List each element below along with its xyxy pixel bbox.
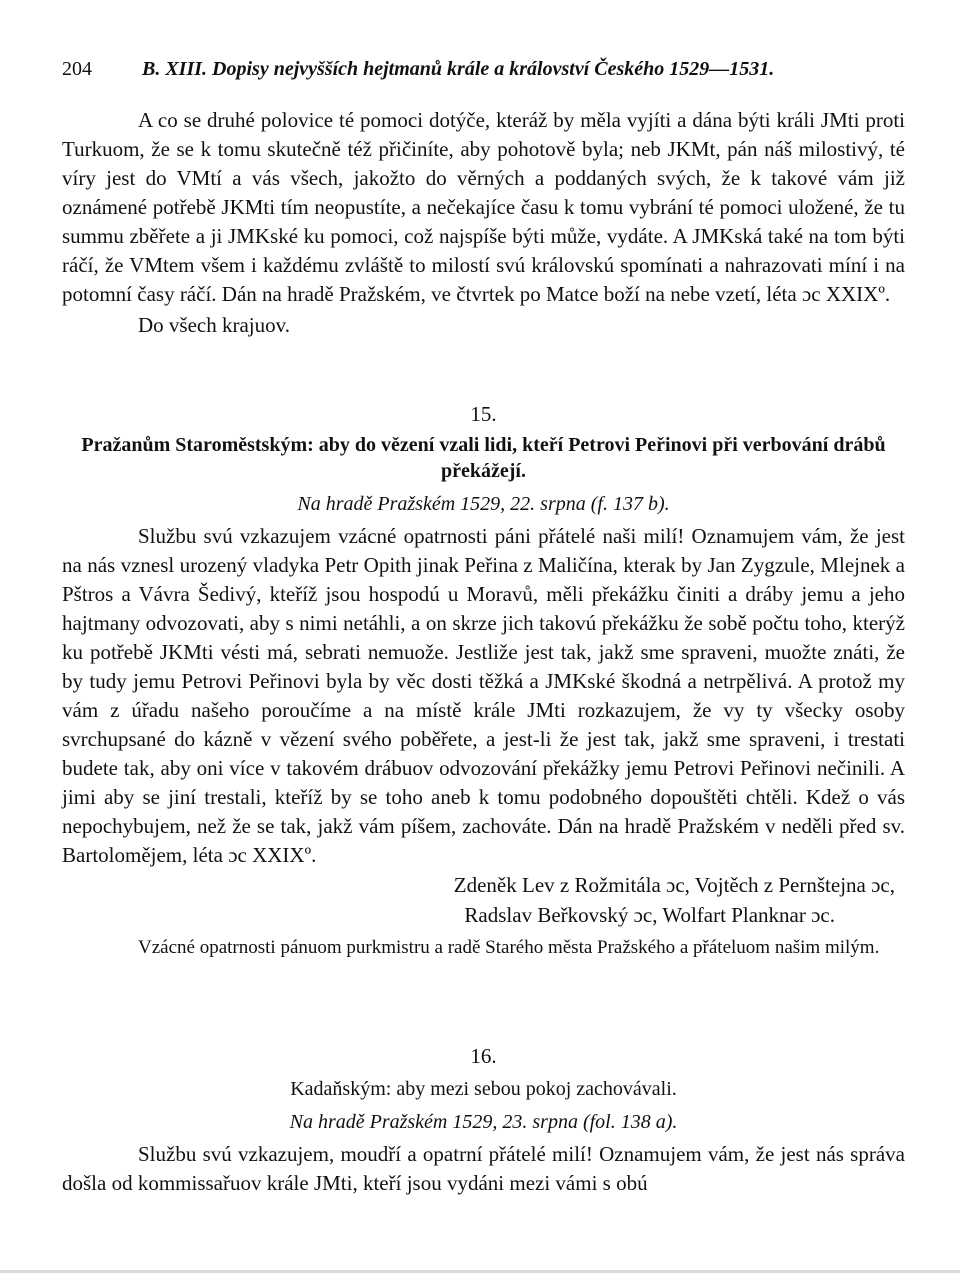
page-bottom-edge xyxy=(0,1270,960,1273)
letter-15-number: 15. xyxy=(470,402,497,426)
letter-16-paragraph: Službu svú vzkazujem, moudří a opatrní přátelé milí! Oznamujem vám, že jest nás správa došla od kommissařuov krále JMti, kteří jsou vydáni mezi vámi s obú xyxy=(62,1142,905,1195)
letter-15 xyxy=(62,400,905,961)
letter-15-paragraph: Službu svú vzkazujem vzácné opatrnosti páni přátelé naši milí! Oznamujem vám, že jest na nás vznesl urozený vladyka Petr Opith jinak Peřina z Maličína, kterak by Jan Zygzule, Mlejnek a Pštros a Vávra Šedivý, kteříž jsou hospodú u Moravů, měli překážku činiti a drábу jemu a jeho hajtmany odvozovati, aby s nimi netáhli, a on skrze jich takovú překážku že sobě počtu toho, kterýž ku potřebě JKMti vésti má, sebrati nemuože. Jestliže jest tak, jakž sme spraveni, muožte znáti, že by tudy jemu Petrovi Peřinovi byla by věc dosti těžká a JMKské škodná a netrpělivá. A protož my vám z úřadu našeho poroučíme a na místě krále JMti rozkazujem, že vy ty všecky osoby svrchupsané do kázně v vězení svého poběřete, a jest-li že jest tak, jakž sme spraveni, i trestati budete tak, aby oni více v takovém drábuov odvozování překážky jemu Petrovi Peřinovi nečinili. A jimi aby se jiní trestali, kteříž by se toho aneb k tomu podobného dopouštěti chtěli. Kdež o vás nepochybujem, než že se tak, jakž vám píšem, zachováte. Dán na hradě Pražském v neděli před sv. Bartolomějem, léta ɔc XXIXº. xyxy=(62,524,905,867)
letter-15-signature-2: Radslav Beřkovský ɔc, Wolfart Planknar ɔc. xyxy=(464,903,835,927)
running-title: B. XIII. Dopisy nejvyšších hejtmanů krále a království Českého 1529—1531. xyxy=(142,58,775,80)
letter-16-dateline: Na hradě Pražském 1529, 23. srpna (fol. 138 a). xyxy=(289,1111,678,1133)
page-number: 204 xyxy=(62,58,92,80)
letter-15-dateline: Na hradě Pražském 1529, 22. srpna (f. 137 b). xyxy=(297,493,670,515)
letter-16-number: 16. xyxy=(470,1044,497,1068)
letter-16 xyxy=(62,1042,905,1198)
continued-paragraph: A co se druhé polovice té pomoci dotýče, kteráž by měla vyjíti a dána býti králi JMti proti Turkuom, že se k tomu skutečně též přičiníte, aby pohotově byla; neb JKMt, pán náš milostivý, té víry jest do VMtí a vás všech, jakožto do věrných a poddaných svých, že k takové vám již oznámené potřebě JKMti tím neopustíte, a nečekajíce času k tomu vybrání té pomoci uložené, že tu summu zběřete a ji JMKské ku pomoci, což najspíše býti může, vydáte. A JMKská také na tom býti ráčí, že VMtem všem i každému zvláště to milostí svú královskú spomínati a nahrazovati míní i na potomní časy ráčí. Dán na hradě Pražském, ve čtvrtek po Matce boží na nebe vzetí, léta ɔc XXIXº. xyxy=(62,108,905,306)
letter-15-rubric: Pražanům Staroměstským: aby do vězení vzali lidi, kteří Petrovi Peřinovi při verbování drábů překážejí. xyxy=(81,434,886,482)
letter-15-signature-1: Zdeněk Lev z Rožmitála ɔc, Vojtěch z Pernštejna ɔc, xyxy=(453,873,895,897)
letter-15-address: Vzácné opatrnosti pánuom purkmistru a radě Starého města Pražského a přáteluom našim milým. xyxy=(138,937,880,958)
continued-letter xyxy=(62,106,905,340)
continued-address: Do všech krajuov. xyxy=(138,313,291,337)
letter-16-rubric: Kadaňským: aby mezi sebou pokoj zachovávali. xyxy=(290,1078,677,1100)
